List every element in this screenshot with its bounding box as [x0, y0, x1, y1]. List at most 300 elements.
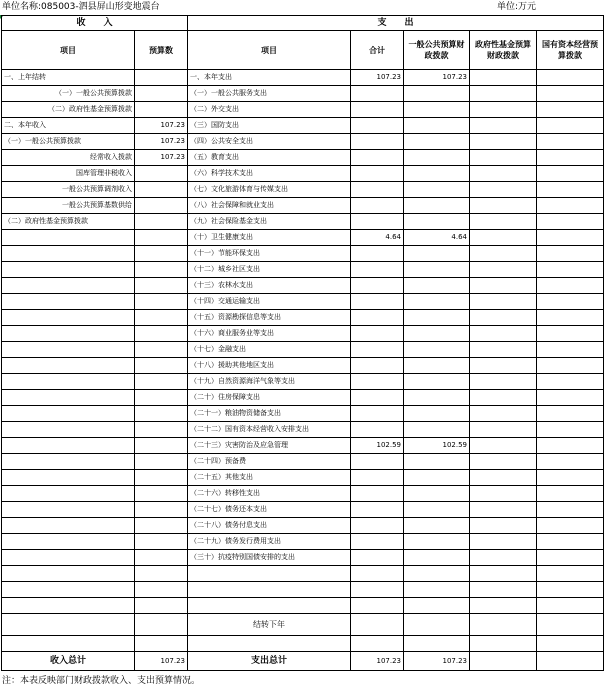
expense-general [404, 310, 470, 326]
expense-item: （七）文化旅游体育与传媒支出 [188, 182, 351, 198]
col-income-item: 项目 [2, 31, 135, 70]
expense-fund [470, 566, 537, 582]
expense-fund [470, 406, 537, 422]
expense-item: （十七）金融支出 [188, 342, 351, 358]
income-budget: 107.23 [135, 150, 188, 166]
expense-total [351, 150, 404, 166]
income-item: 经常收入拨款 [2, 150, 135, 166]
expense-general [404, 214, 470, 230]
income-budget [135, 182, 188, 198]
table-row [2, 182, 604, 198]
table-row [2, 390, 604, 406]
table-row [2, 150, 604, 166]
footnote: 注：本表反映部门财政拨款收入、支出预算情况。 [2, 676, 201, 686]
expense-total [351, 582, 404, 598]
expense-state [537, 422, 604, 438]
expense-item [188, 582, 351, 598]
table-row [2, 246, 604, 262]
expense-state [537, 262, 604, 278]
col-expense-total: 合计 [351, 31, 404, 70]
expense-general [404, 326, 470, 342]
expense-fund [470, 102, 537, 118]
expense-state [537, 534, 604, 550]
table-row [2, 470, 604, 486]
income-item: 二、本年收入 [2, 118, 135, 134]
expense-total: 4.64 [351, 230, 404, 246]
expense-item: （二）外交支出 [188, 102, 351, 118]
expense-total [351, 454, 404, 470]
income-budget [135, 422, 188, 438]
carry-empty [537, 614, 604, 636]
income-budget [135, 518, 188, 534]
expense-total [351, 342, 404, 358]
income-budget: 107.23 [135, 118, 188, 134]
income-item [2, 582, 135, 598]
table-row [2, 358, 604, 374]
expense-item: （二十九）债务发行费用支出 [188, 534, 351, 550]
expense-total: 102.59 [351, 438, 404, 454]
table-row [2, 214, 604, 230]
income-item: （二）政府性基金预算拨款 [2, 214, 135, 230]
income-item [2, 598, 135, 614]
expense-state [537, 358, 604, 374]
income-budget [135, 262, 188, 278]
table-row [2, 636, 604, 652]
expense-general [404, 422, 470, 438]
expense-state [537, 582, 604, 598]
income-budget [135, 70, 188, 86]
income-budget [135, 342, 188, 358]
income-budget [135, 246, 188, 262]
income-budget [135, 406, 188, 422]
table-row [2, 134, 604, 150]
income-item [2, 230, 135, 246]
expense-total [351, 262, 404, 278]
expense-total [351, 134, 404, 150]
expense-item: （三）国防支出 [188, 118, 351, 134]
income-budget [135, 550, 188, 566]
carry-empty [404, 614, 470, 636]
income-item [2, 262, 135, 278]
carry-forward-row [2, 614, 604, 636]
expense-general [404, 198, 470, 214]
expense-item: （二十五）其他支出 [188, 470, 351, 486]
expense-total [351, 534, 404, 550]
expense-state [537, 390, 604, 406]
expense-general [404, 566, 470, 582]
section-header-row [2, 16, 604, 31]
expense-item: （二十七）债务还本支出 [188, 502, 351, 518]
empty-cell [351, 636, 404, 652]
table-row [2, 102, 604, 118]
expense-fund [470, 134, 537, 150]
income-item: （二）政府性基金预算拨款 [2, 102, 135, 118]
expense-fund [470, 310, 537, 326]
expense-item: （二十六）转移性支出 [188, 486, 351, 502]
expense-general [404, 342, 470, 358]
income-budget [135, 582, 188, 598]
expense-state [537, 486, 604, 502]
budget-table [1, 15, 604, 671]
expense-fund [470, 470, 537, 486]
table-row [2, 374, 604, 390]
table-row [2, 70, 604, 86]
table-row [2, 454, 604, 470]
income-budget [135, 502, 188, 518]
expense-state [537, 406, 604, 422]
expense-total [351, 374, 404, 390]
income-budget [135, 166, 188, 182]
expense-general [404, 278, 470, 294]
unit-name: 单位名称:085003-泗县屏山形变地震台 [2, 2, 160, 12]
expense-state [537, 470, 604, 486]
expense-fund [470, 262, 537, 278]
empty-cell [188, 636, 351, 652]
expense-state [537, 70, 604, 86]
expense-item: （十三）农林水支出 [188, 278, 351, 294]
expense-item: （九）社会保险基金支出 [188, 214, 351, 230]
expense-item: （一）一般公共服务支出 [188, 86, 351, 102]
expense-state [537, 518, 604, 534]
table-row [2, 310, 604, 326]
expense-state [537, 502, 604, 518]
expense-fund [470, 582, 537, 598]
expense-general [404, 134, 470, 150]
expense-item: （十六）商业服务业等支出 [188, 326, 351, 342]
expense-item: （二十三）灾害防治及应急管理 [188, 438, 351, 454]
table-row [2, 166, 604, 182]
expense-general [404, 598, 470, 614]
expense-fund [470, 278, 537, 294]
table-row [2, 198, 604, 214]
table-row [2, 118, 604, 134]
income-section-title: 收 入 [2, 16, 188, 31]
income-total-label: 收入总计 [2, 652, 135, 671]
income-item [2, 550, 135, 566]
carry-empty [351, 614, 404, 636]
income-budget [135, 598, 188, 614]
income-budget [135, 390, 188, 406]
income-budget: 107.23 [135, 134, 188, 150]
expense-general [404, 150, 470, 166]
expense-total [351, 550, 404, 566]
report-header [0, 0, 604, 15]
income-item [2, 326, 135, 342]
expense-fund [470, 182, 537, 198]
income-budget [135, 278, 188, 294]
expense-general [404, 86, 470, 102]
expense-total [351, 486, 404, 502]
expense-fund [470, 390, 537, 406]
expense-state [537, 118, 604, 134]
currency-unit: 单位:万元 [497, 2, 537, 12]
income-budget [135, 214, 188, 230]
expense-total [351, 502, 404, 518]
table-row [2, 502, 604, 518]
income-budget [135, 374, 188, 390]
expense-fund [470, 118, 537, 134]
expense-general [404, 294, 470, 310]
expense-total: 107.23 [351, 70, 404, 86]
income-item [2, 470, 135, 486]
expense-fund [470, 534, 537, 550]
expense-item: （十一）节能环保支出 [188, 246, 351, 262]
expense-total [351, 214, 404, 230]
expense-state-total [537, 652, 604, 671]
income-item [2, 374, 135, 390]
income-item [2, 342, 135, 358]
expense-item: （四）公共安全支出 [188, 134, 351, 150]
income-item [2, 534, 135, 550]
expense-general [404, 534, 470, 550]
expense-item: （十）卫生健康支出 [188, 230, 351, 246]
expense-item: （六）科学技术支出 [188, 166, 351, 182]
expense-state [537, 454, 604, 470]
income-item [2, 454, 135, 470]
income-budget [135, 566, 188, 582]
expense-general [404, 374, 470, 390]
expense-item: （十二）城乡社区支出 [188, 262, 351, 278]
expense-section-title: 支 出 [188, 16, 604, 31]
income-item [2, 406, 135, 422]
expense-general [404, 102, 470, 118]
table-row [2, 486, 604, 502]
table-row [2, 534, 604, 550]
expense-total-label: 支出总计 [188, 652, 351, 671]
expense-general [404, 182, 470, 198]
expense-item [188, 566, 351, 582]
expense-general [404, 358, 470, 374]
empty-cell [135, 636, 188, 652]
expense-item: （十四）交通运输支出 [188, 294, 351, 310]
income-item: 一般公共预算基数供给 [2, 198, 135, 214]
expense-total [351, 406, 404, 422]
income-item [2, 358, 135, 374]
table-row [2, 550, 604, 566]
table-row [2, 518, 604, 534]
table-row [2, 422, 604, 438]
expense-total [351, 246, 404, 262]
expense-total [351, 358, 404, 374]
expense-total [351, 518, 404, 534]
expense-fund [470, 422, 537, 438]
totals-row [2, 652, 604, 671]
table-row [2, 342, 604, 358]
income-item [2, 422, 135, 438]
income-item: （一）一般公共预算拨款 [2, 86, 135, 102]
carry-forward-label: 结转下年 [188, 614, 351, 636]
table-row [2, 294, 604, 310]
expense-total [351, 86, 404, 102]
col-general-budget: 一般公共预算财政拨款 [404, 31, 470, 70]
expense-general [404, 550, 470, 566]
carry-empty [2, 614, 135, 636]
expense-total [351, 470, 404, 486]
income-item [2, 438, 135, 454]
expense-general [404, 246, 470, 262]
expense-total [351, 310, 404, 326]
expense-item: （十九）自然资源海洋气象等支出 [188, 374, 351, 390]
expense-fund-total [470, 652, 537, 671]
expense-general [404, 486, 470, 502]
expense-total [351, 118, 404, 134]
income-budget [135, 470, 188, 486]
table-row [2, 230, 604, 246]
expense-fund [470, 518, 537, 534]
expense-general [404, 166, 470, 182]
expense-fund [470, 598, 537, 614]
income-budget [135, 438, 188, 454]
empty-cell [537, 636, 604, 652]
expense-item: （二十一）粮油物资储备支出 [188, 406, 351, 422]
col-income-budget: 预算数 [135, 31, 188, 70]
expense-state [537, 102, 604, 118]
expense-general [404, 262, 470, 278]
expense-total [351, 566, 404, 582]
income-item [2, 278, 135, 294]
expense-fund [470, 246, 537, 262]
income-item: 一、上年结转 [2, 70, 135, 86]
expense-fund [470, 70, 537, 86]
expense-fund [470, 214, 537, 230]
table-row [2, 278, 604, 294]
expense-state [537, 150, 604, 166]
expense-total [351, 598, 404, 614]
expense-state [537, 214, 604, 230]
expense-fund [470, 230, 537, 246]
expense-general [404, 390, 470, 406]
income-budget [135, 310, 188, 326]
expense-state [537, 374, 604, 390]
expense-item: （十八）援助其他地区支出 [188, 358, 351, 374]
income-budget [135, 534, 188, 550]
expense-fund [470, 150, 537, 166]
table-row [2, 326, 604, 342]
table-row [2, 86, 604, 102]
expense-state [537, 198, 604, 214]
expense-item: 一、本年支出 [188, 70, 351, 86]
income-item [2, 294, 135, 310]
income-item: （一）一般公共预算拨款 [2, 134, 135, 150]
table-row [2, 598, 604, 614]
expense-state [537, 182, 604, 198]
income-item: 一般公共预算调剂收入 [2, 182, 135, 198]
table-row [2, 406, 604, 422]
expense-state [537, 310, 604, 326]
income-budget [135, 454, 188, 470]
expense-state [537, 134, 604, 150]
col-state-capital: 国有资本经营预算拨款 [537, 31, 604, 70]
income-budget [135, 294, 188, 310]
expense-state [537, 246, 604, 262]
expense-state [537, 566, 604, 582]
table-row [2, 438, 604, 454]
income-item [2, 486, 135, 502]
expense-item: （二十八）债务付息支出 [188, 518, 351, 534]
table-row [2, 582, 604, 598]
income-item [2, 310, 135, 326]
income-budget [135, 198, 188, 214]
expense-fund [470, 374, 537, 390]
expense-fund [470, 294, 537, 310]
expense-state [537, 598, 604, 614]
expense-fund [470, 454, 537, 470]
expense-total [351, 390, 404, 406]
expense-general-total: 107.23 [404, 652, 470, 671]
expense-total [351, 166, 404, 182]
expense-fund [470, 486, 537, 502]
expense-fund [470, 342, 537, 358]
table-row [2, 262, 604, 278]
expense-item [188, 598, 351, 614]
expense-total [351, 278, 404, 294]
empty-cell [404, 636, 470, 652]
expense-total [351, 198, 404, 214]
expense-fund [470, 550, 537, 566]
income-budget [135, 358, 188, 374]
expense-total-value: 107.23 [351, 652, 404, 671]
expense-fund [470, 86, 537, 102]
income-item [2, 502, 135, 518]
income-budget [135, 102, 188, 118]
expense-general [404, 502, 470, 518]
carry-empty [135, 614, 188, 636]
empty-cell [470, 636, 537, 652]
income-item: 国库管理非税收入 [2, 166, 135, 182]
expense-general: 102.59 [404, 438, 470, 454]
expense-general [404, 470, 470, 486]
income-budget [135, 486, 188, 502]
expense-total [351, 294, 404, 310]
expense-total [351, 422, 404, 438]
expense-fund [470, 358, 537, 374]
expense-state [537, 294, 604, 310]
expense-total [351, 102, 404, 118]
expense-state [537, 166, 604, 182]
carry-empty [470, 614, 537, 636]
expense-fund [470, 326, 537, 342]
expense-item: （八）社会保障和就业支出 [188, 198, 351, 214]
expense-item: （二十）住房保障支出 [188, 390, 351, 406]
expense-general [404, 518, 470, 534]
expense-item: （二十四）预备费 [188, 454, 351, 470]
expense-state [537, 278, 604, 294]
income-item [2, 566, 135, 582]
expense-fund [470, 502, 537, 518]
table-row [2, 566, 604, 582]
expense-state [537, 86, 604, 102]
expense-fund [470, 166, 537, 182]
income-budget [135, 86, 188, 102]
expense-general: 4.64 [404, 230, 470, 246]
col-expense-item: 项目 [188, 31, 351, 70]
expense-item: （二十二）国有资本经营收入安排支出 [188, 422, 351, 438]
expense-state [537, 550, 604, 566]
empty-cell [2, 636, 135, 652]
expense-general: 107.23 [404, 70, 470, 86]
income-item [2, 518, 135, 534]
expense-fund [470, 438, 537, 454]
expense-state [537, 326, 604, 342]
expense-item: （三十）抗疫特别国债安排的支出 [188, 550, 351, 566]
expense-total [351, 326, 404, 342]
income-item [2, 246, 135, 262]
income-item [2, 390, 135, 406]
expense-state [537, 230, 604, 246]
expense-total [351, 182, 404, 198]
income-budget [135, 230, 188, 246]
expense-general [404, 582, 470, 598]
